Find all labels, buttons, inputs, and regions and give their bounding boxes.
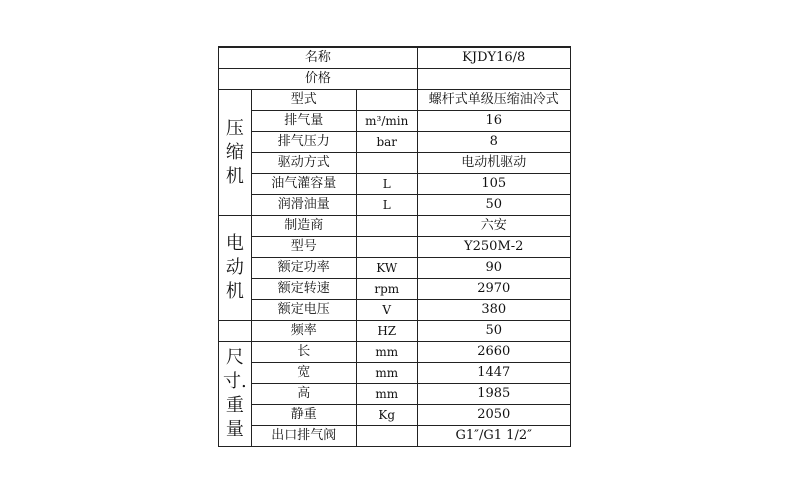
price-label: 价格 xyxy=(219,69,418,90)
row-unit: V xyxy=(356,300,417,321)
row-label: 排气压力 xyxy=(251,132,356,153)
row-value: 380 xyxy=(417,300,570,321)
row-value: 2660 xyxy=(417,342,570,363)
row-label: 长 xyxy=(251,342,356,363)
row-unit xyxy=(356,90,417,111)
empty-group-cell xyxy=(219,321,252,342)
row-unit: Kg xyxy=(356,405,417,426)
name-value: KJDY16/8 xyxy=(417,47,570,69)
row-unit xyxy=(356,153,417,174)
row-value: 16 xyxy=(417,111,570,132)
table-row xyxy=(219,216,571,237)
table-row xyxy=(219,426,571,447)
group-motor: 电动机 xyxy=(219,216,252,321)
table-row xyxy=(219,174,571,195)
spec-table xyxy=(218,46,571,447)
row-unit: L xyxy=(356,195,417,216)
row-label: 额定电压 xyxy=(251,300,356,321)
row-unit xyxy=(356,237,417,258)
row-label: 排气量 xyxy=(251,111,356,132)
row-value: 2050 xyxy=(417,405,570,426)
row-label: 宽 xyxy=(251,363,356,384)
table-row xyxy=(219,384,571,405)
row-label: 驱动方式 xyxy=(251,153,356,174)
table-row xyxy=(219,90,571,111)
table-row xyxy=(219,321,571,342)
row-unit: KW xyxy=(356,258,417,279)
row-value: 105 xyxy=(417,174,570,195)
row-unit: m³/min xyxy=(356,111,417,132)
table-row xyxy=(219,405,571,426)
row-unit: mm xyxy=(356,384,417,405)
name-row xyxy=(219,47,571,69)
row-label: 型式 xyxy=(251,90,356,111)
row-value: 50 xyxy=(417,195,570,216)
row-label: 额定功率 xyxy=(251,258,356,279)
table-row xyxy=(219,279,571,300)
row-value: 50 xyxy=(417,321,570,342)
row-label: 出口排气阀 xyxy=(251,426,356,447)
row-value: Y250M-2 xyxy=(417,237,570,258)
row-value: 90 xyxy=(417,258,570,279)
row-label: 油气灌容量 xyxy=(251,174,356,195)
row-label: 制造商 xyxy=(251,216,356,237)
table-row xyxy=(219,258,571,279)
row-unit: HZ xyxy=(356,321,417,342)
table-row xyxy=(219,153,571,174)
row-unit xyxy=(356,216,417,237)
row-unit: rpm xyxy=(356,279,417,300)
row-unit: L xyxy=(356,174,417,195)
table-row xyxy=(219,195,571,216)
row-value: 螺杆式单级压缩油冷式 xyxy=(417,90,570,111)
row-unit xyxy=(356,426,417,447)
row-label: 润滑油量 xyxy=(251,195,356,216)
table-row xyxy=(219,237,571,258)
row-label: 高 xyxy=(251,384,356,405)
row-unit: mm xyxy=(356,363,417,384)
row-value: 8 xyxy=(417,132,570,153)
price-value xyxy=(417,69,570,90)
name-label: 名称 xyxy=(219,47,418,69)
row-value: 1985 xyxy=(417,384,570,405)
table-row xyxy=(219,132,571,153)
row-value: G1″/G1 1/2″ xyxy=(417,426,570,447)
row-unit: mm xyxy=(356,342,417,363)
table-row xyxy=(219,363,571,384)
row-value: 电动机驱动 xyxy=(417,153,570,174)
row-label: 额定转速 xyxy=(251,279,356,300)
table-row xyxy=(219,111,571,132)
row-label: 型号 xyxy=(251,237,356,258)
row-value: 六安 xyxy=(417,216,570,237)
table-row xyxy=(219,342,571,363)
table-row xyxy=(219,300,571,321)
row-value: 2970 xyxy=(417,279,570,300)
row-unit: bar xyxy=(356,132,417,153)
row-label: 静重 xyxy=(251,405,356,426)
row-value: 1447 xyxy=(417,363,570,384)
row-label: 频率 xyxy=(251,321,356,342)
group-dimensions: 尺寸.重量 xyxy=(219,342,252,447)
price-row xyxy=(219,69,571,90)
group-compressor: 压缩机 xyxy=(219,90,252,216)
